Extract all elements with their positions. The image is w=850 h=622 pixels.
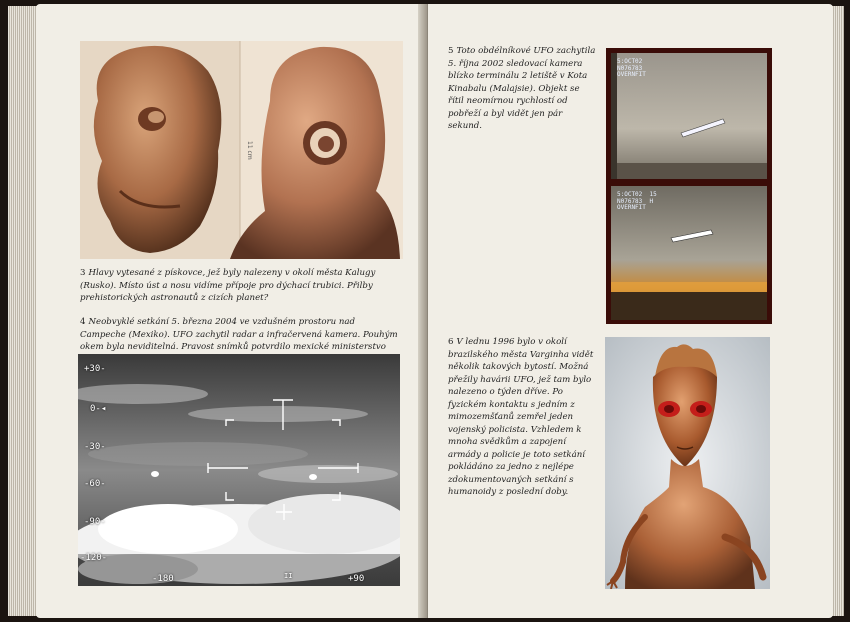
figure-5-caption	[448, 45, 598, 133]
caption-text: V lednu 1996 bylo v okolí brazilského města Varginha vidět několik takových bytostí. Možná přežily havárii UFO, jež tam bylo nalezeno o týden dříve. Po fyzickém kontaktu s jedním z mimozemšťanů zemřel jeden vojenský policista. Vzhledem k mnoha svědkům a zapojení armády a policie je toto setkání pokládáno za jedno z nejlépe zdokumentovaných setkání s humanoidy z poslední doby.	[448, 337, 594, 497]
x-scale-label: +90	[348, 574, 365, 584]
surveillance-frame-top	[611, 53, 767, 179]
caption-text: Hlavy vytesané z pískovce, jež byly nalezeny v okolí města Kalugy (Rusko). Místo úst a nosu vidíme přípoje pro dýchací trubici. Přilby prehistorických astronautů z cizích planet?	[80, 268, 376, 303]
humanoid-image	[605, 337, 770, 589]
caption-number: 3	[80, 268, 86, 278]
y-scale-label: -120-	[80, 553, 108, 563]
infrared-sky-image	[78, 354, 400, 586]
stone-heads-image	[80, 41, 403, 259]
book-page-edges-left	[8, 6, 38, 616]
figure-4-infrared-camera-photo	[78, 354, 400, 586]
y-scale-label: 0-◂	[90, 404, 107, 414]
x-scale-label: -180	[152, 574, 174, 584]
caption-text: Neobvyklé setkání 5. března 2004 ve vzdušném prostoru nad Campeche (Mexiko). UFO zachytil radar a infračervená kamera. Pouhým okem byla neviditelná. Pravost snímků potvrdilo mexické ministerstvo	[80, 317, 398, 352]
right-page	[428, 4, 833, 618]
center-mark: II	[284, 572, 293, 580]
svg-text:11 cm: 11 cm	[246, 141, 253, 160]
y-scale-label: -60-	[84, 479, 106, 489]
figure-5-surveillance-frames	[606, 48, 772, 324]
y-scale-label: -30-	[84, 442, 106, 452]
left-page	[36, 4, 424, 618]
figure-6-caption	[448, 336, 596, 499]
figure-3-stone-heads-photo	[80, 41, 403, 259]
figure-3-caption	[80, 267, 400, 305]
surveillance-frame-bottom	[611, 186, 767, 320]
caption-number: 5	[448, 46, 454, 56]
caption-number: 6	[448, 337, 454, 347]
book-page-edges-right	[832, 6, 844, 616]
y-scale-label: -90-	[84, 517, 106, 527]
figure-6-humanoid-illustration	[605, 337, 770, 589]
frame-bottom-timestamp: 5:OCT02 15 N076783 H OVERNFIT	[617, 191, 657, 211]
y-scale-label: +30-	[84, 364, 106, 374]
caption-text: Toto obdélníkové UFO zachytila 5. října 2002 sledovací kamera blízko terminálu 2 letiště v Kota Kinabalu (Malajsie). Objekt se řítil neomírnou rychlostí od pobřeží a byl vidět jen pár sekund.	[448, 46, 596, 131]
frame-top-timestamp: 5:OCT02 N076783 OVERNFIT	[617, 58, 646, 78]
caption-number: 4	[80, 317, 86, 327]
